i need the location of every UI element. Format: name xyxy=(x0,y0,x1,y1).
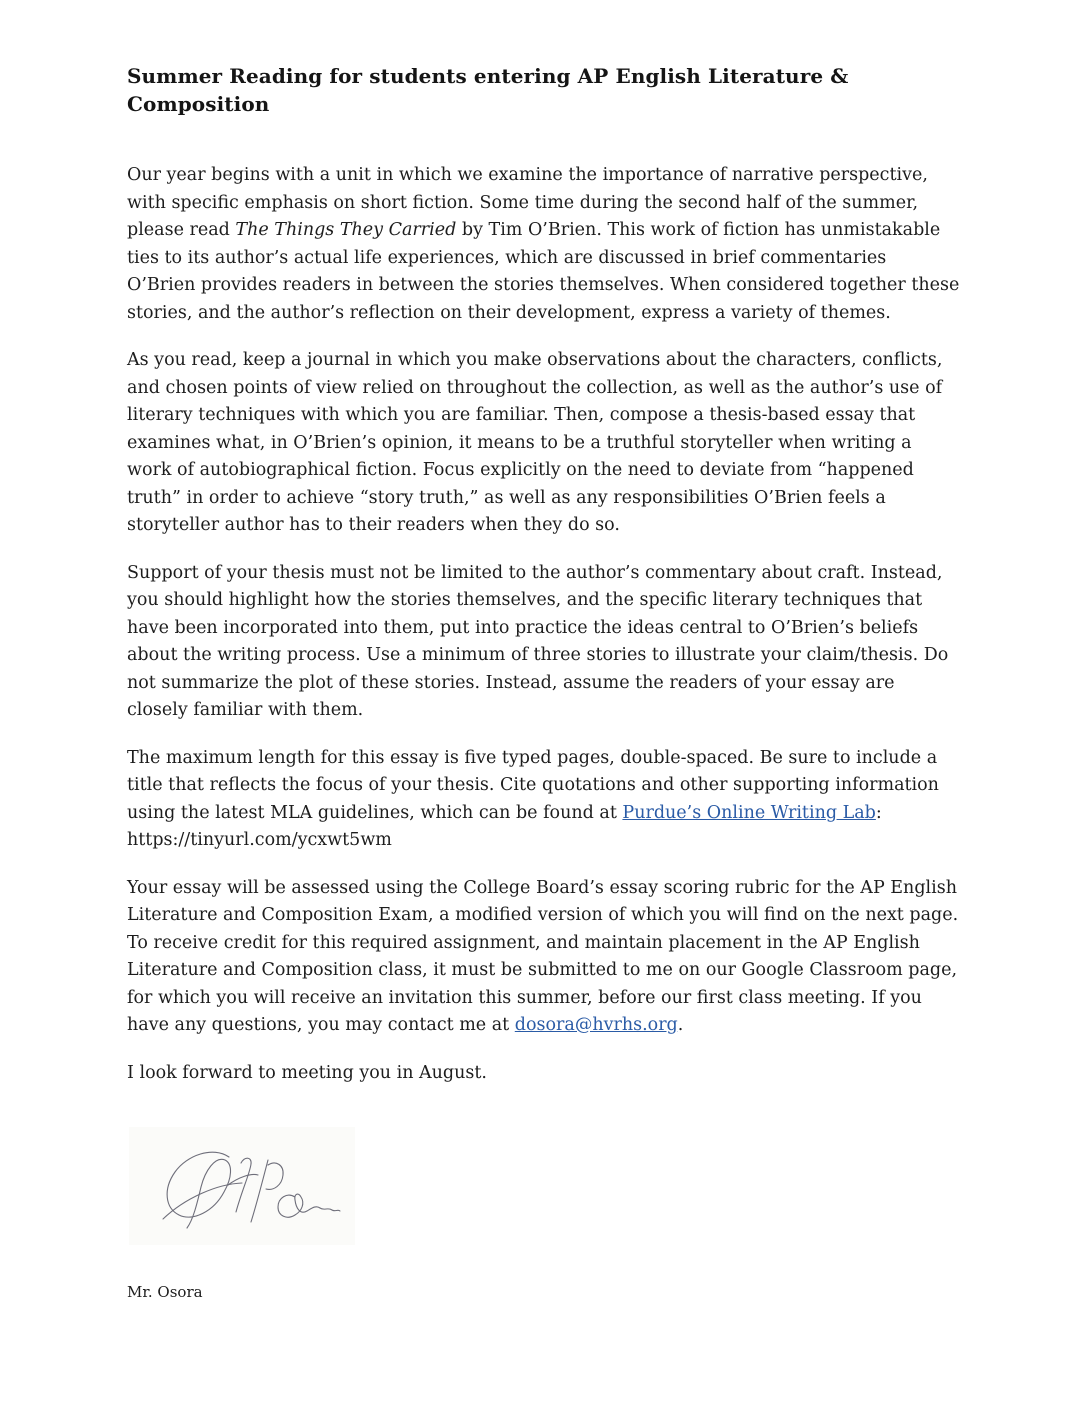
paragraph-essay-format-text: The maximum length for this essay is five typed pages, double-spaced. Be sure to include a title that reflects the focus of your thesis. Cite quotations and other supporting information using the latest MLA guidelines, which can be found at xyxy=(127,747,939,823)
signature-scribble-icon xyxy=(129,1127,355,1245)
paragraph-assessment-text: Your essay will be assessed using the College Board’s essay scoring rubric for the AP English Literature and Composition Exam, a modified version of which you will find on the next page. To receive credit for this required assignment, and maintain placement in the AP English Literature and Composition class, it must be submitted to me on our Google Classroom page, for which you will receive an invitation this summer, before our first class meeting. If you have any questions, you may contact me at xyxy=(127,877,959,1035)
signature-image xyxy=(129,1127,355,1245)
book-title-italic: The Things They Carried xyxy=(235,220,457,240)
closing-line: I look forward to meeting you in August. xyxy=(127,1062,487,1083)
paragraph-intro xyxy=(127,162,960,327)
signature-name: Mr. Osora xyxy=(127,1283,203,1301)
paragraph-intro-text: Our year begins with a unit in which we examine the importance of narrative perspective, with specific emphasis on short fiction. Some time during the second half of the summer, please read xyxy=(127,165,928,240)
paragraph-journal-assignment: As you read, keep a journal in which you make observations about the characters, conflicts, and chosen points of view relied on throughout the collection, as well as the author’s use of literary techniques with which you are familiar. Then, compose a thesis-based essay that examines what, in O’Brien’s opinion, it means to be a truthful storyteller when writing a work of autobiographical fiction. Focus explicitly on the need to deviate from “happened truth” in order to achieve “story truth,” as well as any responsibilities O’Brien feels a storyteller author has to their readers when they do so. xyxy=(127,350,943,535)
paragraph-intro-text-cont: by Tim O’Brien. This work of fiction has unmistakable ties to its author’s actual life experiences, which are discussed in brief commentaries O’Brien provides readers in between the stories themselves. When considered together these stories, and the author’s reflection on their development, express a variety of themes. xyxy=(127,220,960,323)
paragraph-assessment xyxy=(127,875,960,1040)
paragraph-essay-format xyxy=(127,745,960,855)
document-title: Summer Reading for students entering AP English Literature & Composition xyxy=(127,64,849,116)
paragraph-thesis-support: Support of your thesis must not be limited to the author’s commentary about craft. Instead, you should highlight how the stories themselves, and the specific literary techniques that have been incorporated into them, put into practice the ideas central to O’Brien’s beliefs about the writing process. Use a minimum of three stories to illustrate your claim/thesis. Do not summarize the plot of these stories. Instead, assume the readers of your essay are closely familiar with them. xyxy=(127,562,949,720)
paragraph-essay-format-url: : https://tinyurl.com/ycxwt5wm xyxy=(127,802,882,850)
email-link[interactable]: dosora@hvrhs.org xyxy=(514,1015,678,1035)
purdue-owl-link[interactable]: Purdue’s Online Writing Lab xyxy=(622,802,876,823)
paragraph-assessment-period: . xyxy=(677,1015,684,1035)
